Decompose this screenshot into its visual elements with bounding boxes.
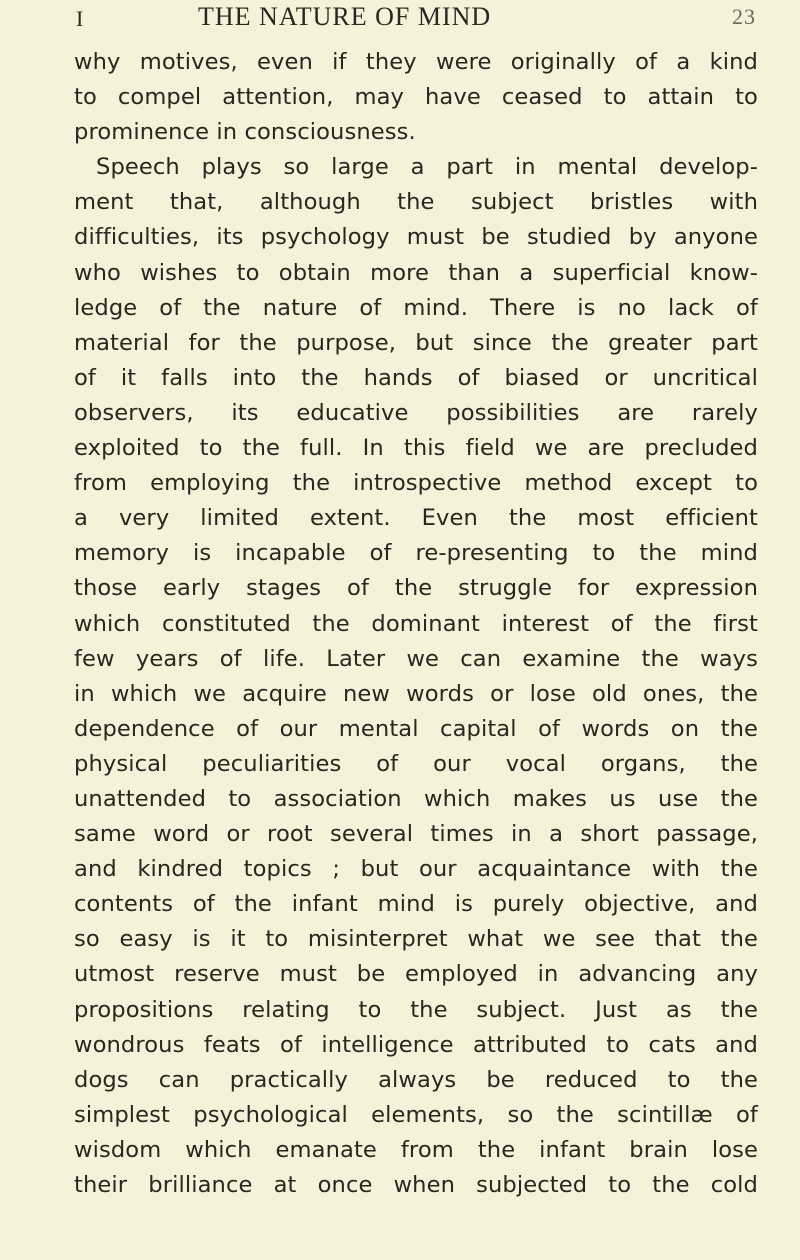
text-line: a very limited extent. Even the most efficient xyxy=(74,505,758,532)
page-number: 23 xyxy=(732,4,756,29)
text-line: and kindred topics ; but our acquaintance with the xyxy=(74,856,758,883)
text-line: simplest psychological elements, so the scintillæ of xyxy=(74,1101,758,1128)
text-line: ment that, although the subject bristles with xyxy=(74,189,758,216)
text-line: difficulties, its psychology must be studied by anyone xyxy=(74,224,758,251)
text-line: material for the purpose, but since the greater part xyxy=(74,329,758,356)
text-line: of it falls into the hands of biased or uncritical xyxy=(74,364,758,391)
text-line: ledge of the nature of mind. There is no lack of xyxy=(74,294,758,321)
text-line: dependence of our mental capital of words on the xyxy=(74,715,758,742)
text-line: prominence in consciousness. xyxy=(74,119,416,146)
text-line: which constituted the dominant interest of the first xyxy=(74,610,758,637)
text-line: to compel attention, may have ceased to attain to xyxy=(74,84,758,111)
text-line: their brilliance at once when subjected to the cold xyxy=(74,1172,758,1198)
text-line: same word or root several times in a short passage, xyxy=(74,821,758,848)
text-line: exploited to the full. In this field we are precluded xyxy=(74,435,758,462)
text-line: physical peculiarities of our vocal organs, the xyxy=(74,750,758,777)
text-line: few years of life. Later we can examine the ways xyxy=(74,645,758,672)
text-line: unattended to association which makes us use the xyxy=(74,785,758,812)
text-line: contents of the infant mind is purely objective, and xyxy=(74,891,758,918)
text-line: why motives, even if they were originally of a kind xyxy=(74,49,758,75)
text-line: who wishes to obtain more than a superficial know- xyxy=(74,259,758,286)
body-text xyxy=(74,45,758,1203)
chapter-number: I xyxy=(76,6,85,31)
text-line: Speech plays so large a part in mental develop- xyxy=(96,154,758,181)
text-line: utmost reserve must be employed in advancing any xyxy=(74,961,758,988)
running-title: THE NATURE OF MIND xyxy=(198,2,492,31)
text-line: memory is incapable of re-presenting to the mind xyxy=(74,540,758,567)
text-line: wisdom which emanate from the infant brain lose xyxy=(74,1136,758,1163)
running-head xyxy=(76,2,756,42)
text-line: those early stages of the struggle for expression xyxy=(74,575,758,602)
text-line: observers, its educative possibilities are rarely xyxy=(74,399,758,426)
text-line: in which we acquire new words or lose old ones, the xyxy=(74,680,758,707)
text-line: propositions relating to the subject. Just as the xyxy=(74,996,758,1023)
text-line: so easy is it to misinterpret what we see that the xyxy=(74,926,758,953)
text-line: dogs can practically always be reduced to the xyxy=(74,1066,758,1093)
text-line: wondrous feats of intelligence attributed to cats and xyxy=(74,1031,758,1058)
text-line: from employing the introspective method except to xyxy=(74,470,758,497)
